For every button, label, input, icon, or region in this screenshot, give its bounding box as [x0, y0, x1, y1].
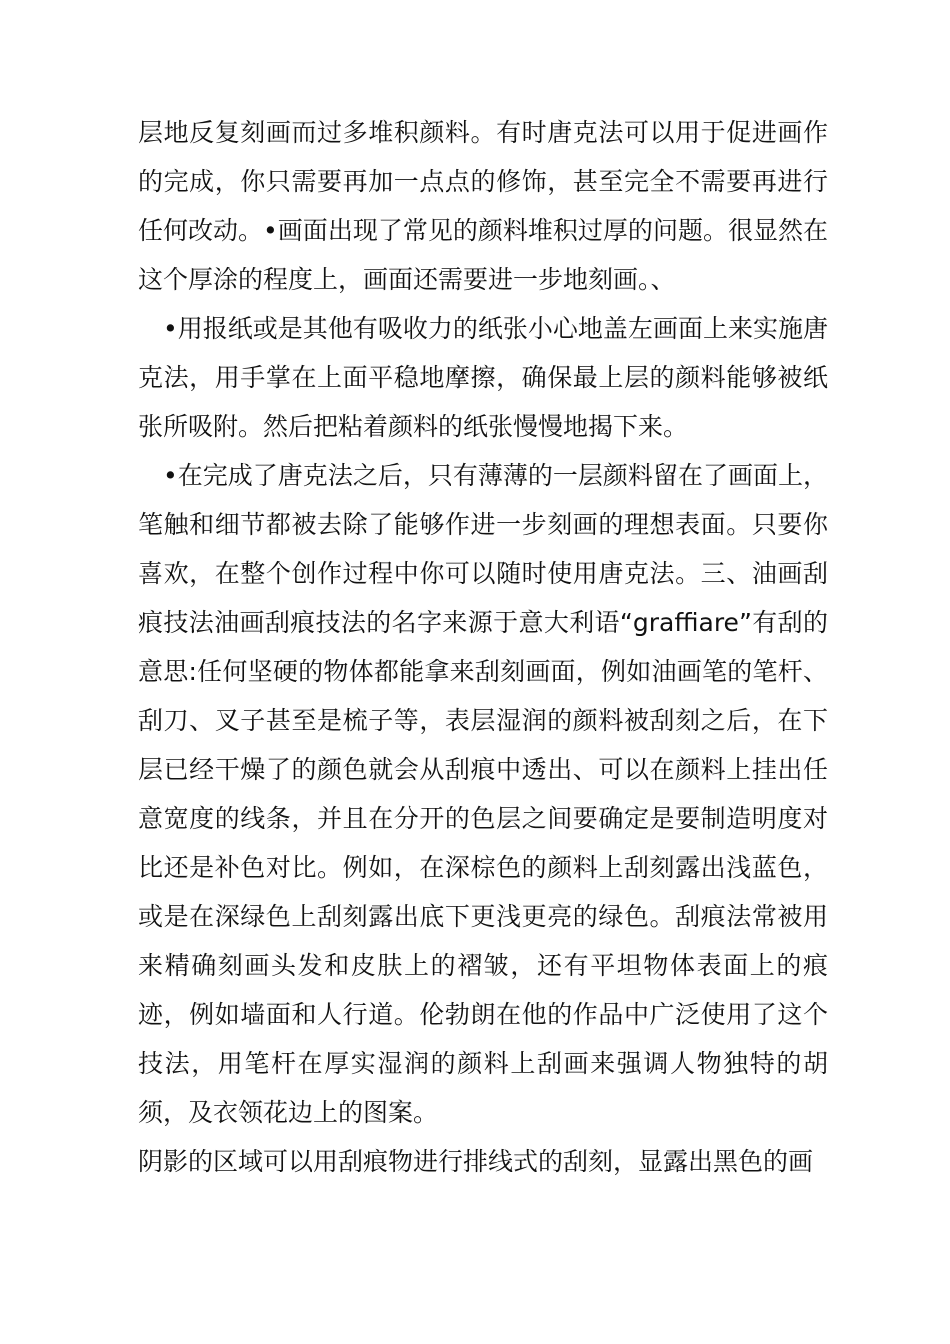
body-text [138, 108, 828, 1186]
paragraph-continuation: 层地反复刻画而过多堆积颜料。有时唐克法可以用于促进画作的完成，你只需要再加一点点的修饰，甚至完全不需要再进行任何改动。•画面出现了常见的颜料堆积过厚的问题。很显然在这个厚涂的程度上，画面还需要进一步地刻画。、 [138, 118, 828, 294]
paragraph-blotting-step: •用报纸或是其他有吸收力的纸张小心地盖左画面上来实施唐克法，用手掌在上面平稳地摩擦，确保最上层的颜料能够被纸张所吸附。然后把粘着颜料的纸张慢慢地揭下来。 [138, 314, 828, 441]
paragraph-sgraffito: •在完成了唐克法之后，只有薄薄的一层颜料留在了画面上，笔触和细节都被去除了能够作进一步刻画的理想表面。只要你喜欢，在整个创作过程中你可以随时使用唐克法。三、油画刮痕技法油画刮痕技法的名字来源于意大利语“graffiare”有刮的意思:任何坚硬的物体都能拿来刮刻画面，例如油画笔的笔杆、刮刀、叉子甚至是梳子等，表层湿润的颜料被刮刻之后，在下层已经干燥了的颜色就会从刮痕中透出、可以在颜料上挂出任意宽度的线条，并且在分开的色层之间要确定是要制造明度对比还是补色对比。例如，在深棕色的颜料上刮刻露出浅蓝色，或是在深绿色上刮刻露出底下更浅更亮的绿色。刮痕法常被用来精确刻画头发和皮肤上的褶皱，还有平坦物体表面上的痕迹，例如墙面和人行道。伦勃朗在他的作品中广泛使用了这个技法，用笔杆在厚实湿润的颜料上刮画来强调人物独特的胡须，及衣领花边上的图案。 [138, 461, 828, 1127]
paragraph-shadow-hatching: 阴影的区域可以用刮痕物进行排线式的刮刻，显露出黑色的画 [138, 1147, 814, 1176]
